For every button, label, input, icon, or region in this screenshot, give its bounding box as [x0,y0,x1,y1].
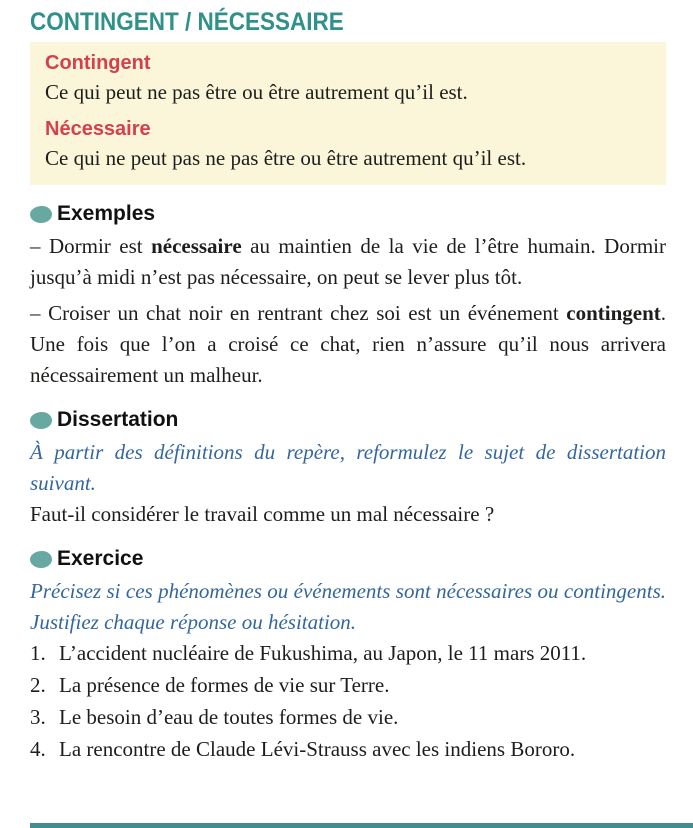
example-item-2 [30,298,666,391]
section-heading-label: Dissertation [57,408,179,431]
definitions-box [30,42,666,185]
exercise-item-4 [30,734,666,765]
dissertation-instruction: À partir des définitions du repère, reformulez le sujet de dissertation suivant. [30,440,666,495]
example-keyword: contingent [566,301,661,325]
section-heading-label: Exercice [57,547,144,570]
example-item-1 [30,231,666,293]
bullet-circle-icon [30,412,52,429]
item-number: 4. [30,737,46,761]
definition-entry-necessaire [45,117,650,173]
example-text: – Croiser un chat noir en rentrant chez soi est un événement [30,301,567,325]
dissertation-section [30,407,666,530]
examples-section [30,201,666,391]
item-text: La présence de formes de vie sur Terre. [59,673,390,697]
item-number: 2. [30,673,46,697]
item-text: La rencontre de Claude Lévi-Strauss avec les indiens Bororo. [59,737,576,761]
section-heading-exercise [30,546,666,572]
definition-text-necessaire: Ce qui ne peut pas ne pas être ou être autrement qu’il est. [45,146,527,170]
item-text: L’accident nucléaire de Fukushima, au Japon, le 11 mars 2011. [59,641,587,665]
item-number: 3. [30,705,46,729]
example-keyword: nécessaire [151,234,242,258]
term-necessaire: Nécessaire [45,118,151,140]
definition-entry-contingent [45,51,650,107]
bullet-circle-icon [30,206,52,223]
definition-text-contingent: Ce qui peut ne pas être ou être autrement qu’il est. [45,80,468,104]
section-heading-dissertation [30,407,666,433]
exercise-item-3 [30,702,666,733]
page-title: CONTINGENT / NÉCESSAIRE [30,8,344,36]
section-heading-label: Exemples [57,202,156,225]
example-text: . Une fois que l’on a croisé ce chat, rien n’assure qu’il nous arrivera nécessairement un malheur. [30,301,666,387]
exercise-section [30,546,666,765]
exercise-item-1 [30,638,666,669]
exercise-item-2 [30,670,666,701]
next-card-top-edge [30,823,693,828]
bullet-circle-icon [30,551,52,568]
term-contingent: Contingent [45,52,151,74]
example-text: – Dormir est [30,234,152,258]
section-heading-examples [30,201,666,227]
dissertation-subject: Faut-il considérer le travail comme un mal nécessaire ? [30,502,495,526]
exercise-instruction: Précisez si ces phénomènes ou événements sont nécessaires ou contingents. Justifiez chaque réponse ou hésitation. [30,579,666,634]
item-number: 1. [30,641,46,665]
example-text: au maintien de la vie de l’être humain. Dormir jusqu’à midi n’est pas nécessaire, on peut se lever plus tôt. [30,234,666,289]
item-text: Le besoin d’eau de toutes formes de vie. [59,705,399,729]
